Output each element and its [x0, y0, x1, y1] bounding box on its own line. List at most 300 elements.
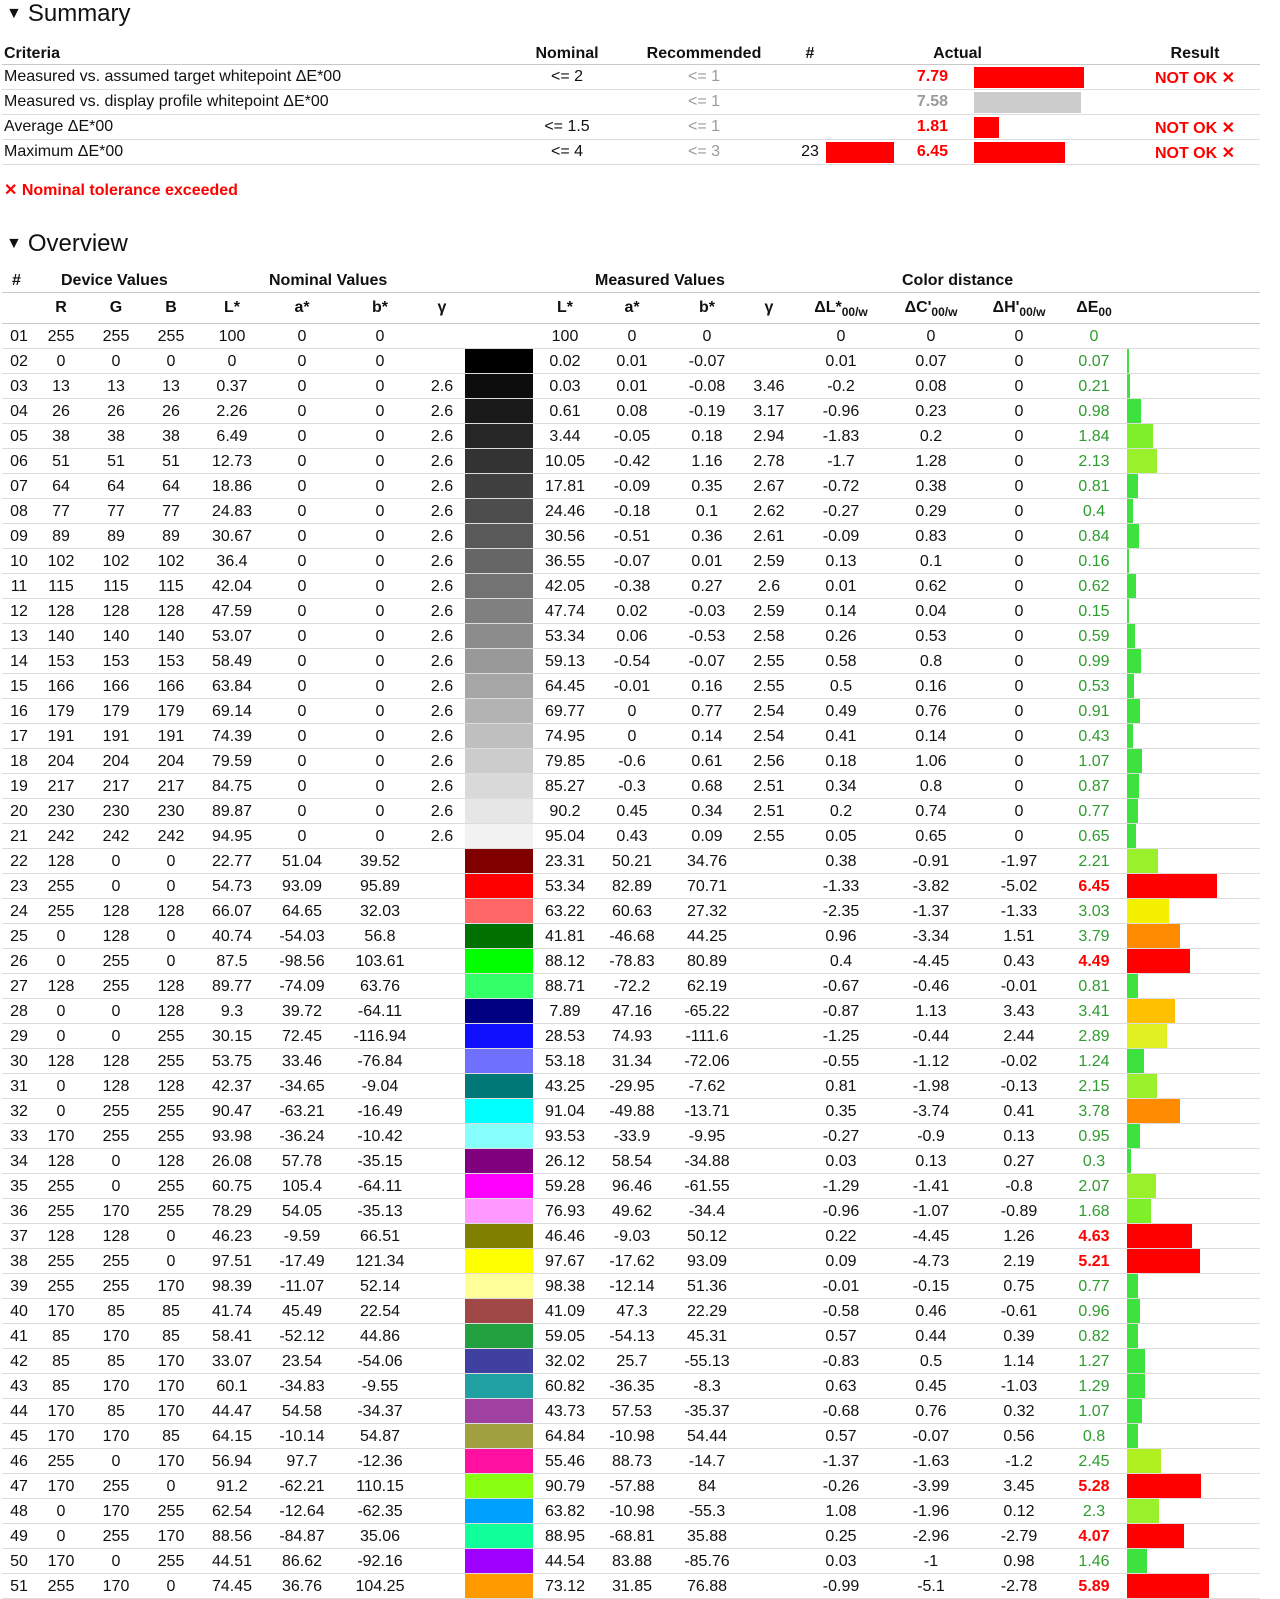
delta-h-cell: -0.8 [1005, 1178, 1033, 1195]
b-cell: 255 [157, 1553, 185, 1570]
table-row [2, 1474, 1260, 1499]
row-number: 02 [10, 353, 28, 370]
measured-b-cell: -61.55 [684, 1178, 730, 1195]
delta-h-cell: 0 [1014, 603, 1024, 620]
delta-e-bar [1127, 449, 1157, 473]
r-cell: 26 [52, 403, 70, 420]
delta-h-cell: -1.97 [1000, 853, 1038, 870]
delta-l-cell: -0.87 [822, 1003, 860, 1020]
g-cell: 85 [107, 1303, 125, 1320]
delta-h-cell: -1.2 [1005, 1453, 1033, 1470]
color-swatch [465, 749, 533, 773]
nominal-a-cell: -98.56 [279, 953, 325, 970]
nominal-tolerance-note: ✕ Nominal tolerance exceeded [4, 182, 238, 199]
measured-a-cell: -17.62 [609, 1253, 655, 1270]
delta-e-bar [1127, 849, 1158, 873]
result-header: Result [1170, 45, 1220, 62]
delta-e-cell: 2.3 [1082, 1503, 1106, 1520]
g-cell: 255 [102, 953, 130, 970]
table-row [2, 549, 1260, 574]
nominal-a-cell: -52.12 [279, 1328, 325, 1345]
nominal-a-cell: 36.76 [281, 1578, 323, 1595]
row-number: 48 [10, 1503, 28, 1520]
nominal-a-cell: 54.58 [281, 1403, 323, 1420]
g-cell: 170 [102, 1203, 130, 1220]
delta-e-cell: 0.87 [1078, 778, 1110, 795]
table-row [2, 1049, 1260, 1074]
b-cell: 85 [162, 1428, 180, 1445]
g-cell: 128 [102, 1078, 130, 1095]
delta-h-cell: -5.02 [1000, 878, 1038, 895]
measured-a-cell: -72.2 [613, 978, 651, 995]
nominal-b-cell: -10.42 [357, 1128, 403, 1145]
row-number: 37 [10, 1228, 28, 1245]
measured-b-cell: 0.01 [691, 553, 723, 570]
row-number: 28 [10, 1003, 28, 1020]
nominal-l-cell: 74.39 [211, 728, 253, 745]
measured-b-cell: 34.76 [686, 853, 728, 870]
delta-l-cell: -0.58 [822, 1303, 860, 1320]
nominal-gamma-cell: 2.6 [430, 778, 454, 795]
g-cell: 64 [107, 478, 125, 495]
delta-e-bar [1127, 999, 1175, 1023]
delta-c-header: $\Delta C'_{00/w}$ [904, 299, 958, 320]
nominal-a-cell: 51.04 [281, 853, 323, 870]
nominal-a-cell: 72.45 [281, 1028, 323, 1045]
r-cell: 38 [52, 428, 70, 445]
delta-l-cell: 0.41 [825, 728, 857, 745]
r-cell: 140 [47, 628, 75, 645]
delta-e-bar [1127, 1099, 1180, 1123]
b-cell: 230 [157, 803, 185, 820]
delta-c-cell: 0.44 [915, 1328, 947, 1345]
delta-e-cell: 0.21 [1078, 378, 1110, 395]
delta-l-cell: -1.83 [822, 428, 860, 445]
delta-e-bar [1127, 674, 1134, 698]
delta-e-cell: 5.89 [1078, 1578, 1110, 1595]
delta-l-cell: 0.49 [825, 703, 857, 720]
delta-c-cell: 0.8 [919, 653, 943, 670]
nominal-l-cell: 56.94 [211, 1453, 253, 1470]
delta-e-cell: 1.07 [1078, 1403, 1110, 1420]
nominal-b-cell: 0 [375, 553, 385, 570]
measured-b-cell: -111.6 [685, 1028, 729, 1045]
delta-e-cell: 0.15 [1078, 603, 1110, 620]
delta-c-cell: -4.73 [912, 1253, 950, 1270]
measured-a-cell: -78.83 [609, 953, 655, 970]
measured-l-cell: 53.18 [544, 1053, 586, 1070]
criteria-header: Criteria [4, 45, 61, 62]
table-row [2, 424, 1260, 449]
delta-e-cell: 0.81 [1078, 978, 1110, 995]
nominal-l-cell: 62.54 [211, 1503, 253, 1520]
nominal-l-cell: 30.15 [211, 1028, 253, 1045]
delta-h-cell: -2.78 [1000, 1578, 1038, 1595]
nominal-b-cell: 52.14 [359, 1278, 401, 1295]
recommended-cell: <= 1 [687, 68, 721, 85]
delta-e-cell: 0.95 [1078, 1128, 1110, 1145]
r-cell: 0 [56, 1503, 66, 1520]
actual-cell: 1.81 [916, 118, 948, 135]
b-cell: 217 [157, 778, 185, 795]
measured-a-cell: -68.81 [609, 1528, 655, 1545]
nominal-b-cell: 95.89 [359, 878, 401, 895]
measured-a-cell: -29.95 [609, 1078, 655, 1095]
b-cell: 0 [166, 353, 176, 370]
collapse-triangle-icon[interactable]: ▼ [6, 235, 22, 252]
delta-e-bar [1127, 974, 1138, 998]
b-cell: 115 [158, 578, 184, 595]
table-row [2, 899, 1260, 924]
delta-e-bar [1127, 624, 1135, 648]
r-cell: 204 [47, 753, 75, 770]
r-cell: 166 [47, 678, 75, 695]
nominal-a-cell: 0 [297, 378, 307, 395]
color-swatch [465, 1199, 533, 1223]
g-cell: 0 [111, 853, 121, 870]
overview-title: Overview [27, 230, 128, 257]
r-cell: 255 [47, 1253, 75, 1270]
color-swatch [465, 899, 533, 923]
nominal-l-cell: 42.37 [211, 1078, 253, 1095]
row-number: 36 [10, 1203, 28, 1220]
delta-c-cell: -3.99 [912, 1478, 950, 1495]
measured-l-cell: 100 [551, 328, 579, 345]
delta-e-bar [1127, 1374, 1145, 1398]
nominal-b-cell: 104.25 [355, 1578, 405, 1595]
table-row [2, 349, 1260, 374]
row-number: 29 [10, 1028, 28, 1045]
nominal-b-cell: 0 [375, 828, 385, 845]
delta-e-cell: 0.91 [1078, 703, 1110, 720]
nominal-l-cell: 98.39 [211, 1278, 253, 1295]
b-cell: 0 [166, 1478, 176, 1495]
r-cell: 85 [52, 1378, 70, 1395]
r-cell: 255 [47, 1578, 75, 1595]
b-cell: 255 [157, 1503, 185, 1520]
delta-h-cell: 0 [1014, 628, 1024, 645]
b-cell: 51 [162, 453, 180, 470]
nominal-b-cell: 0 [375, 328, 385, 345]
g-cell: 255 [102, 1103, 130, 1120]
measured-b-cell: 0.34 [691, 803, 723, 820]
delta-h-cell: 0 [1014, 453, 1024, 470]
row-number: 45 [10, 1428, 28, 1445]
delta-e-cell: 0.81 [1078, 478, 1110, 495]
measured-gamma-cell: 2.78 [753, 453, 785, 470]
measured-b-cell: -0.07 [688, 353, 726, 370]
nominal-a-cell: 0 [297, 478, 307, 495]
table-row [2, 399, 1260, 424]
delta-e-cell: 1.24 [1078, 1053, 1110, 1070]
measured-a-cell: 58.54 [611, 1153, 653, 1170]
color-swatch [465, 974, 533, 998]
nominal-gamma-header: γ [437, 299, 447, 316]
nominal-l-cell: 2.26 [216, 403, 248, 420]
measured-a-cell: 0.43 [616, 828, 648, 845]
criteria-cell: Measured vs. display profile whitepoint ΔE*00 [4, 93, 329, 110]
color-swatch [465, 1349, 533, 1373]
row-number: 32 [10, 1103, 28, 1120]
color-swatch [465, 1374, 533, 1398]
delta-l-cell: 1.08 [825, 1503, 857, 1520]
delta-h-cell: 1.51 [1003, 928, 1035, 945]
g-cell: 170 [102, 1503, 130, 1520]
nominal-values-header: Nominal Values [269, 272, 388, 289]
nominal-gamma-cell: 2.6 [430, 678, 454, 695]
table-row [2, 1249, 1260, 1274]
delta-e-bar [1127, 1474, 1201, 1498]
measured-a-cell: 0.02 [616, 603, 648, 620]
delta-h-cell: 0 [1014, 403, 1024, 420]
delta-e-cell: 4.49 [1078, 953, 1110, 970]
delta-c-cell: 0.5 [919, 1353, 943, 1370]
r-cell: 0 [56, 1078, 66, 1095]
r-header: R [55, 299, 67, 316]
table-row [2, 1374, 1260, 1399]
delta-e-bar [1127, 699, 1140, 723]
r-cell: 0 [56, 1528, 66, 1545]
g-cell: 0 [111, 1178, 121, 1195]
table-row [2, 374, 1260, 399]
measured-a-cell: 47.16 [611, 1003, 653, 1020]
measured-gamma-cell: 3.46 [753, 378, 785, 395]
nominal-l-cell: 66.07 [211, 903, 253, 920]
color-swatch [465, 924, 533, 948]
delta-e-bar [1127, 724, 1133, 748]
nominal-b-cell: 0 [375, 628, 385, 645]
delta-h-cell: 1.14 [1003, 1353, 1035, 1370]
g-cell: 242 [102, 828, 130, 845]
color-swatch [465, 399, 533, 423]
measured-gamma-cell: 2.54 [753, 728, 785, 745]
r-cell: 255 [47, 1178, 75, 1195]
table-row [2, 499, 1260, 524]
nominal-b-cell: 66.51 [359, 1228, 401, 1245]
delta-e-bar [1127, 599, 1129, 623]
nominal-l-cell: 6.49 [216, 428, 248, 445]
r-cell: 0 [56, 1003, 66, 1020]
table-row [2, 999, 1260, 1024]
table-row [2, 1174, 1260, 1199]
g-cell: 255 [102, 1128, 130, 1145]
summary-row [2, 65, 1260, 90]
delta-c-cell: 0.08 [915, 378, 947, 395]
nominal-b-cell: 0 [375, 578, 385, 595]
delta-c-cell: 0.23 [915, 403, 947, 420]
delta-h-cell: 3.43 [1003, 1003, 1035, 1020]
table-row [2, 1199, 1260, 1224]
result-cell: NOT OK ✕ [1154, 145, 1236, 162]
row-number: 08 [10, 503, 28, 520]
b-cell: 0 [166, 1578, 176, 1595]
delta-h-cell: 0 [1014, 578, 1024, 595]
measured-l-cell: 43.25 [544, 1078, 586, 1095]
delta-l-cell: -0.67 [822, 978, 860, 995]
row-number: 01 [10, 328, 28, 345]
nominal-b-cell: -9.04 [361, 1078, 399, 1095]
r-cell: 255 [47, 903, 75, 920]
g-cell: 0 [111, 1153, 121, 1170]
delta-e-bar [1127, 1299, 1140, 1323]
delta-c-cell: 0.14 [915, 728, 947, 745]
delta-c-cell: -3.74 [912, 1103, 950, 1120]
nominal-l-cell: 93.98 [211, 1128, 253, 1145]
measured-l-cell: 74.95 [544, 728, 586, 745]
b-cell: 77 [162, 503, 180, 520]
r-cell: 255 [47, 1453, 75, 1470]
nominal-l-cell: 69.14 [211, 703, 253, 720]
g-cell: 191 [102, 728, 130, 745]
r-cell: 230 [47, 803, 75, 820]
measured-b-cell: 44.25 [686, 928, 728, 945]
nominal-gamma-cell: 2.6 [430, 728, 454, 745]
nominal-gamma-cell: 2.6 [430, 453, 454, 470]
measured-l-cell: 28.53 [544, 1028, 586, 1045]
nominal-b-cell: 0 [375, 653, 385, 670]
g-cell: 0 [111, 878, 121, 895]
r-cell: 77 [52, 503, 70, 520]
nominal-b-cell: 22.54 [359, 1303, 401, 1320]
color-swatch [465, 499, 533, 523]
measured-gamma-cell: 2.94 [753, 428, 785, 445]
row-number: 31 [10, 1078, 28, 1095]
measured-l-cell: 95.04 [544, 828, 586, 845]
measured-l-cell: 59.13 [544, 653, 586, 670]
measured-a-cell: -46.68 [609, 928, 655, 945]
measured-a-cell: 0.01 [616, 353, 648, 370]
delta-e-cell: 1.07 [1078, 753, 1110, 770]
b-cell: 170 [157, 1528, 185, 1545]
g-cell: 51 [107, 453, 125, 470]
measured-a-cell: 96.46 [611, 1178, 653, 1195]
nominal-a-cell: 0 [297, 403, 307, 420]
delta-c-cell: 0 [926, 328, 936, 345]
measured-b-cell: 0.36 [691, 528, 723, 545]
delta-c-cell: -2.96 [912, 1528, 950, 1545]
color-swatch [465, 1249, 533, 1273]
delta-l-cell: 0.57 [825, 1328, 857, 1345]
table-row [2, 474, 1260, 499]
nominal-cell: <= 2 [550, 68, 584, 85]
delta-e-cell: 4.07 [1078, 1528, 1110, 1545]
color-swatch [465, 774, 533, 798]
nominal-b-cell: 0 [375, 353, 385, 370]
color-swatch [465, 599, 533, 623]
measured-l-cell: 88.95 [544, 1528, 586, 1545]
measured-a-cell: -57.88 [609, 1478, 655, 1495]
color-swatch [465, 474, 533, 498]
color-swatch [465, 1324, 533, 1348]
row-number: 11 [10, 578, 28, 595]
delta-c-cell: 1.28 [915, 453, 947, 470]
color-swatch [465, 1449, 533, 1473]
delta-c-cell: -4.45 [912, 953, 950, 970]
delta-h-cell: 0 [1014, 528, 1024, 545]
nominal-l-cell: 97.51 [211, 1253, 253, 1270]
delta-l-cell: 0.58 [825, 653, 857, 670]
delta-c-cell: 0.76 [915, 1403, 947, 1420]
delta-c-cell: 0.76 [915, 703, 947, 720]
g-cell: 77 [107, 503, 125, 520]
nominal-a-cell: 0 [297, 753, 307, 770]
delta-h-cell: 2.19 [1003, 1253, 1035, 1270]
nominal-b-cell: 56.8 [364, 928, 396, 945]
delta-h-cell: 0.27 [1003, 1153, 1035, 1170]
delta-l-cell: -2.35 [822, 903, 860, 920]
delta-l-cell: -0.96 [822, 1203, 860, 1220]
summary-row [2, 90, 1260, 115]
delta-h-cell: 0.98 [1003, 1553, 1035, 1570]
measured-a-cell: -9.03 [613, 1228, 651, 1245]
nominal-b-cell: 0 [375, 478, 385, 495]
nominal-l-cell: 12.73 [211, 453, 253, 470]
color-swatch [465, 1574, 533, 1598]
nominal-b-cell: 0 [375, 528, 385, 545]
nominal-a-cell: 105.4 [281, 1178, 323, 1195]
nominal-b-cell: 0 [375, 603, 385, 620]
delta-l-cell: -0.72 [822, 478, 860, 495]
measured-a-cell: -0.3 [618, 778, 646, 795]
nominal-b-cell: -54.06 [357, 1353, 403, 1370]
color-swatch [465, 524, 533, 548]
table-row [2, 1099, 1260, 1124]
nominal-b-cell: -35.13 [357, 1203, 403, 1220]
nominal-gamma-cell: 2.6 [430, 578, 454, 595]
g-cell: 170 [102, 1378, 130, 1395]
measured-l-cell: 32.02 [544, 1353, 586, 1370]
nominal-a-cell: -12.64 [279, 1503, 325, 1520]
measured-l-cell: 90.79 [544, 1478, 586, 1495]
delta-e-bar [1127, 1274, 1138, 1298]
overview-section-header[interactable] [6, 230, 128, 258]
b-cell: 128 [157, 978, 185, 995]
r-cell: 170 [47, 1553, 75, 1570]
measured-l-cell: 69.77 [544, 703, 586, 720]
overview-table [2, 270, 1260, 1599]
delta-e-bar [1127, 924, 1180, 948]
nominal-b-cell: 44.86 [359, 1328, 401, 1345]
delta-l-cell: 0.22 [825, 1228, 857, 1245]
delta-c-cell: -4.45 [912, 1228, 950, 1245]
delta-e-bar [1127, 1524, 1184, 1548]
delta-h-cell: 0.12 [1003, 1503, 1035, 1520]
table-row [2, 324, 1260, 349]
collapse-triangle-icon[interactable]: ▼ [6, 5, 22, 22]
measured-b-cell: 45.31 [686, 1328, 728, 1345]
nominal-b-cell: -12.36 [357, 1453, 403, 1470]
delta-e-cell: 2.45 [1078, 1453, 1110, 1470]
b-cell: 0 [166, 853, 176, 870]
nominal-a-cell: 0 [297, 578, 307, 595]
nominal-l-cell: 91.2 [216, 1478, 248, 1495]
actual-bar [974, 92, 1081, 113]
g-cell: 26 [107, 403, 125, 420]
row-number: 38 [10, 1253, 28, 1270]
delta-l-cell: -1.7 [827, 453, 855, 470]
summary-section-header[interactable] [6, 0, 131, 28]
measured-a-cell: 0 [627, 728, 637, 745]
measured-gamma-cell: 2.59 [753, 553, 785, 570]
nominal-l-cell: 87.5 [216, 953, 248, 970]
measured-a-cell: 47.3 [616, 1303, 648, 1320]
nominal-l-cell: 47.59 [211, 603, 253, 620]
g-cell: 230 [102, 803, 130, 820]
r-cell: 85 [52, 1353, 70, 1370]
delta-e-bar [1127, 1024, 1167, 1048]
nominal-a-cell: 0 [297, 728, 307, 745]
delta-e-cell: 3.79 [1078, 928, 1110, 945]
